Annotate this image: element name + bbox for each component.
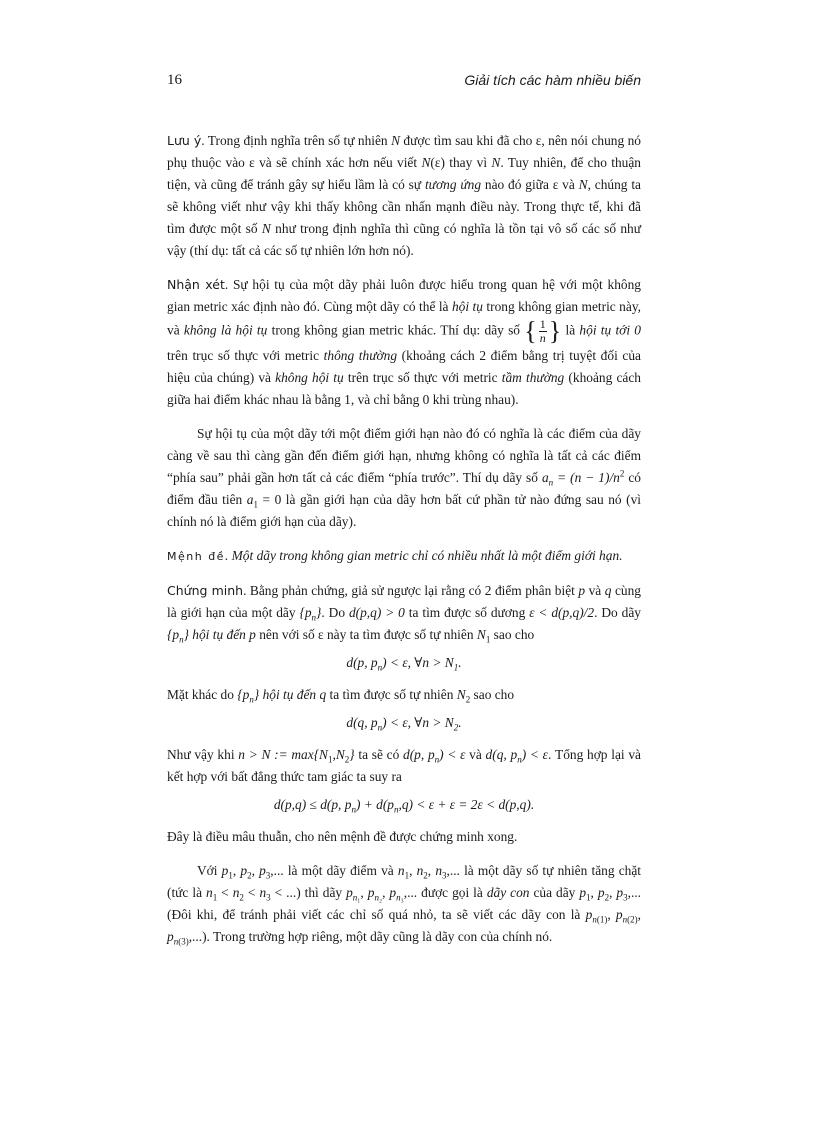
proof-paragraph: Chứng minh. Bằng phản chứng, giả sử ngược lại rằng có 2 điểm phân biệt p và q cùng là giới hạn của một dãy $\{p_n\}$. Do d(p,q) > 0 ta tìm được số dương ε < d(p,q)/2. Do dãy $\{p_n\}$ hội tụ đến p nên với số ε này ta tìm được số tự nhiên $N_1$ sao cho bbox=[167, 583, 641, 645]
other-side-paragraph: Mặt khác do $\{p_n\}$ hội tụ đến q ta tìm được số tự nhiên $N_2$ sao cho bbox=[167, 687, 515, 705]
page-body bbox=[167, 130, 641, 960]
running-header bbox=[167, 72, 641, 94]
contradiction-paragraph: Đây là điều mâu thuẫn, cho nên mệnh đề được chứng minh xong. bbox=[167, 829, 518, 844]
note-paragraph: Lưu ý. Trong định nghĩa trên số tự nhiên N được tìm sau khi đã cho ε, nên nói chung nó phụ thuộc vào ε và sẽ chính xác hơn nếu viết N(ε) thay vì N. Tuy nhiên, để cho thuận tiện, và cũng để tránh gây sự hiểu lầm là có sự tương ứng nào đó giữa ε và N, chúng ta sẽ không viết như vậy khi thấy không cần nhấn mạnh điều này. Trong thực tế, khi đã tìm được một số N như trong định nghĩa thì cũng có nghĩa là tồn tại vô số các số như vậy (thí dụ: tất cả các số tự nhiên lớn hơn nó). bbox=[167, 133, 642, 258]
fraction: $\frac{1}{n}$ bbox=[539, 317, 546, 345]
subsequence-paragraph: Với $p_1$, $p_2$, $p_3$,... là một dãy điểm và $n_1$, $n_2$, $n_3$,... là một dãy số tự nhiên tăng chặt (tức là $n_1 < n_2 < n_3$ < ...) thì dãy $p_{n_1}$, $p_{n_2}$, $p_{n_3}$,... được gọi là dãy con của dãy $p_1$, $p_2$, $p_3$,... (Đôi khi, để tránh phải viết các chỉ số quá nhỏ, ta sẽ viết các dãy con là $p_{n(1)}$, $p_{n(2)}$, $p_{n(3)}$,...). Trong trường hợp riêng, một dãy cũng là dãy con của chính nó. bbox=[167, 863, 641, 947]
convergence-paragraph: Sự hội tụ của một dãy tới một điểm giới hạn nào đó có nghĩa là các điểm của dãy càng về sau thì càng gần đến điểm giới hạn, nhưng không có nghĩa là tất cả các điểm “phía sau” phải gần hơn tất cả các điểm “phía trước”. Thí dụ dãy số $a_n = (n - 1)/n^2$ có điểm đầu tiên $a_1 = 0$ là gần giới hạn của dãy hơn bất cứ phần tử nào đứng sau nó (vì chính nó là điểm giới hạn của dãy). bbox=[167, 426, 641, 529]
proof-label: Chứng minh bbox=[167, 583, 244, 598]
thus-paragraph: Như vậy khi n > N := $\max\{N_1,N_2\}$ ta sẽ có d(p, $p_n) < \varepsilon$ và d(q, $p_n) < \varepsilon$. Tổng hợp lại và kết hợp với bất đẳng thức tam giác ta suy ra bbox=[167, 747, 641, 784]
page-number: 16 bbox=[167, 72, 182, 88]
remark-paragraph: Nhận xét. Sự hội tụ của một dãy phải luôn được hiểu trong quan hệ với một không gian metric xác định nào đó. Cùng một dãy có thể là hội tụ trong không gian metric này, và không là hội tụ trong không gian metric khác. Thí dụ: dãy số { $\frac{1}{n}$ } là hội tụ tới 0 trên trục số thực với metric thông thường (khoảng cách 2 điểm bằng trị tuyệt đối của hiệu của chúng) và không hội tụ trên trục số thực với metric tầm thường (khoảng cách giữa hai điểm khác nhau là bằng 1, và chỉ bằng 0 khi trùng nhau). bbox=[167, 277, 642, 407]
proposition-label: Mệnh đề bbox=[167, 550, 225, 563]
running-title: Giải tích các hàm nhiều biến bbox=[464, 72, 641, 88]
equation-3: d(p,q) ≤ d(p, $p_n) + d(p_n,q) < \varepsilon + \varepsilon = 2\varepsilon < d(p,q)$. bbox=[273, 797, 535, 815]
proposition-paragraph: Mệnh đề. Một dãy trong không gian metric chỉ có nhiều nhất là một điểm giới hạn. bbox=[167, 548, 623, 563]
equation-1: d(p, $p_n) < \varepsilon$, ∀n > $N_1$. bbox=[346, 655, 462, 673]
left-brace: { bbox=[524, 316, 537, 346]
remark-label: Nhận xét bbox=[167, 277, 225, 292]
right-brace: } bbox=[548, 316, 562, 346]
equation-2: d(q, $p_n) < \varepsilon$, ∀n > $N_2$. bbox=[346, 715, 462, 733]
note-label: Lưu ý bbox=[167, 133, 202, 148]
